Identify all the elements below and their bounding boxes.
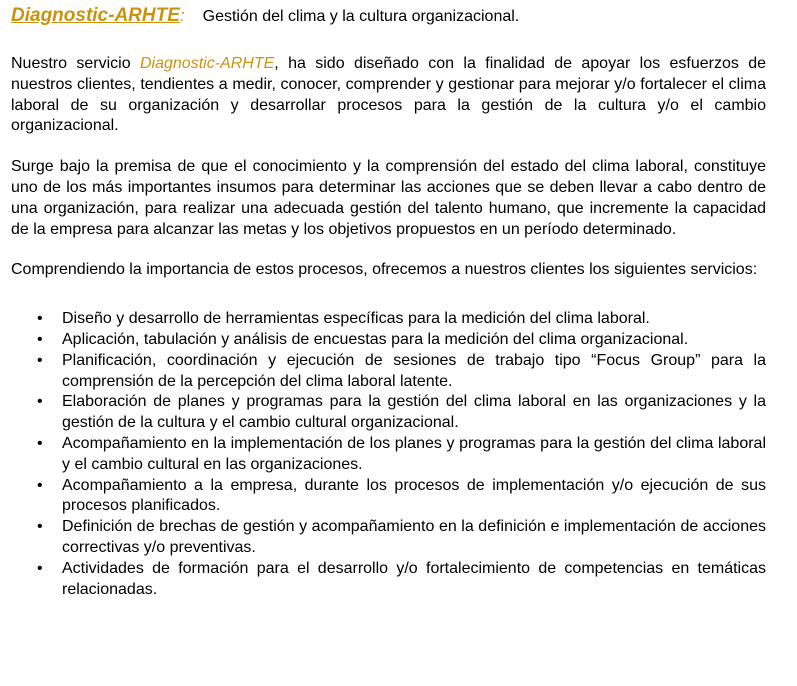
list-item-text: Acompañamiento a la empresa, durante los procesos de implementación y/o ejecución de sus procesos planificados. (62, 476, 766, 515)
intro-prefix: Nuestro servicio (11, 55, 140, 72)
list-item-text: Actividades de formación para el desarrollo y/o fortalecimiento de competencias en temáticas relacionadas. (62, 559, 766, 598)
list-item (11, 330, 766, 351)
list-item-text: Diseño y desarrollo de herramientas específicas para la medición del clima laboral. (62, 310, 650, 328)
services-list (11, 309, 766, 600)
list-item (11, 392, 766, 434)
header-subject: Gestión del clima y la cultura organizacional. (202, 8, 520, 25)
bullet-icon: • (37, 518, 43, 536)
list-item (11, 517, 766, 559)
list-item-text: Aplicación, tabulación y análisis de encuestas para la medición del clima organizacional. (62, 330, 689, 348)
bullet-icon: • (37, 559, 43, 577)
premise-paragraph: Surge bajo la premisa de que el conocimiento y la comprensión del estado del clima laboral, constituye uno de los más importantes insumos para determinar las acciones que se deben llevar a cabo dentro de una organización, para realizar una adecuada gestión del talento humano, que incremente la capacidad de la empresa para alcanzar las metas y los objetivos propuestos en un período determinado. (11, 158, 766, 238)
document-header (11, 6, 766, 27)
list-item-text: Planificación, coordinación y ejecución de sesiones de trabajo tipo “Focus Group” para la comprensión de la percepción del clima laboral latente. (62, 351, 766, 390)
bullet-icon: • (37, 351, 43, 369)
brand-colon: : (179, 6, 185, 25)
list-item (11, 434, 766, 476)
list-item (11, 559, 766, 601)
brand-title: Diagnostic-ARHTE (11, 5, 180, 26)
list-item-text: Definición de brechas de gestión y acompañamiento en la definición e implementación de acciones correctivas y/o preventivas. (62, 518, 766, 556)
list-item-text: Acompañamiento en la implementación de los planes y programas para la gestión del clima laboral y el cambio cultural en las organizaciones. (62, 434, 766, 473)
bullet-icon: • (37, 330, 43, 348)
intro-paragraph (11, 54, 766, 137)
list-item (11, 476, 766, 518)
services-intro-paragraph: Comprendiendo la importancia de estos procesos, ofrecemos a nuestros clientes los siguientes servicios: (11, 261, 758, 279)
list-item-text: Elaboración de planes y programas para la gestión del clima laboral en las organizaciones y la gestión de la cultura y el cambio cultural organizacional. (62, 393, 766, 432)
bullet-icon: • (37, 434, 43, 452)
document-page (11, 6, 766, 600)
bullet-icon: • (37, 310, 43, 328)
intro-brand: Diagnostic-ARHTE (140, 55, 275, 72)
intro-text: , ha sido diseñado con la finalidad de apoyar los esfuerzos de nuestros clientes, tendientes a medir, conocer, comprender y gestionar para mejorar y/o fortalecer el clima laboral de su organización y desarrollar procesos para la gestión de la cultura y/o el cambio organizacional. (11, 55, 767, 135)
list-item (11, 309, 766, 330)
bullet-icon: • (37, 393, 43, 411)
list-item (11, 351, 766, 393)
bullet-icon: • (37, 476, 43, 494)
